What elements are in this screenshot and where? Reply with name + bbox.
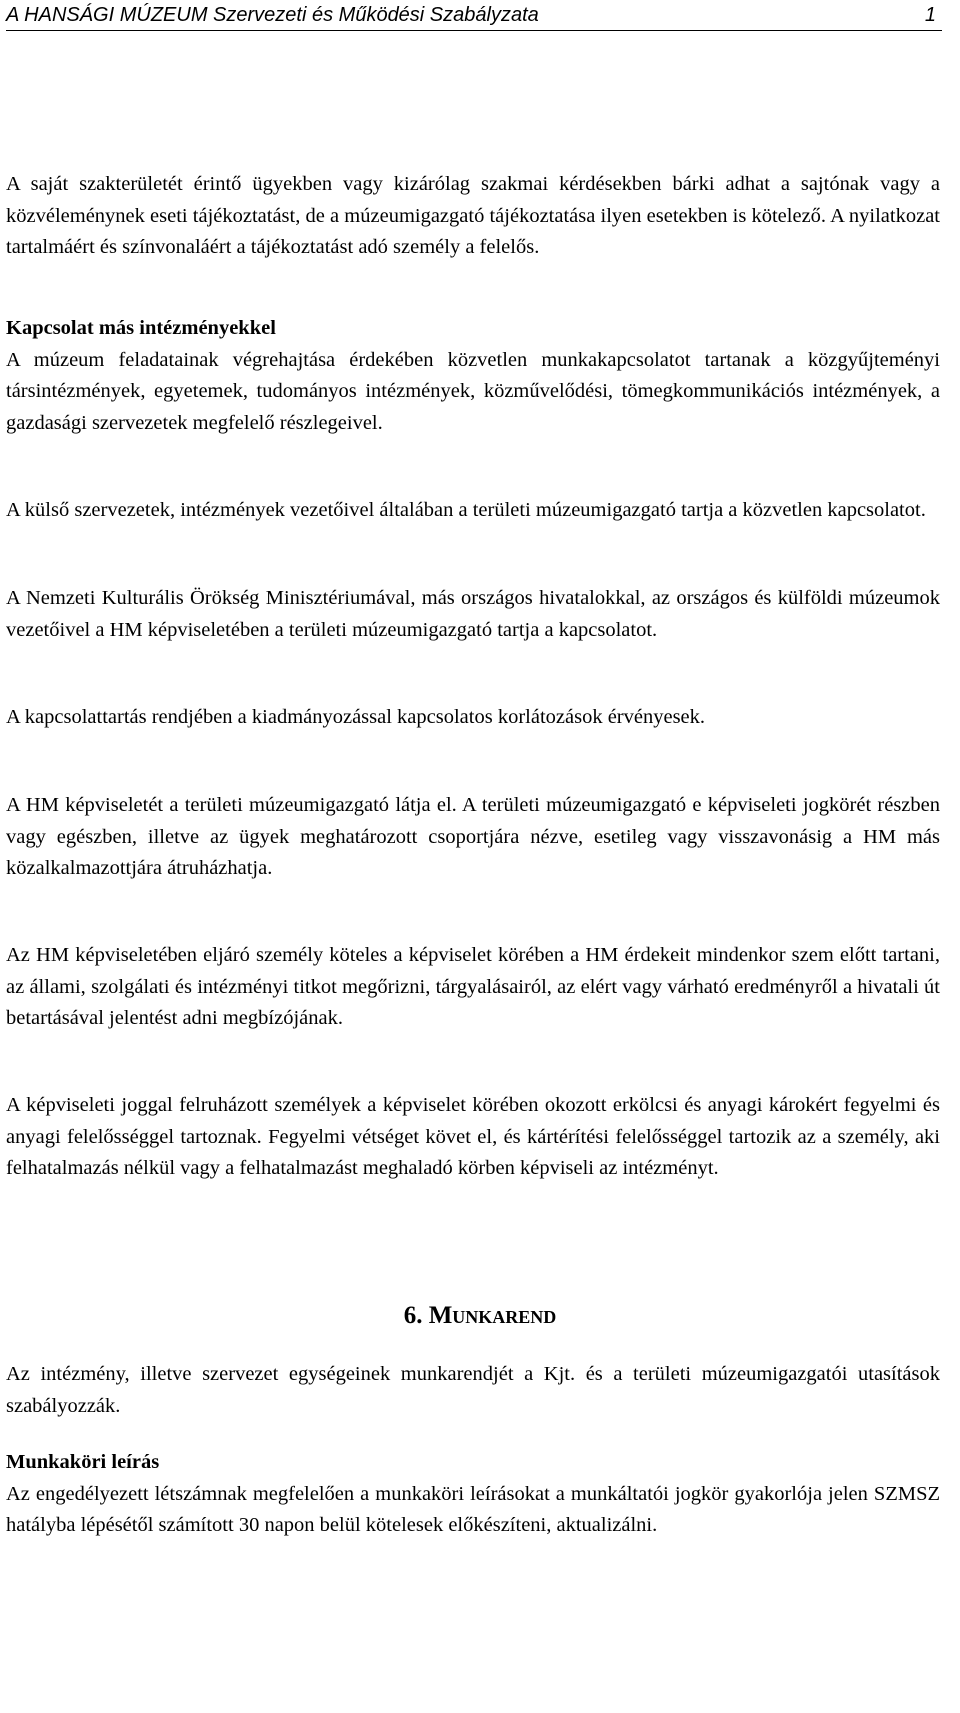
section-heading-kapcsolat: Kapcsolat más intézményekkel (6, 317, 276, 339)
paragraph: Az intézmény, illetve szervezet egységeinek munkarendjét a Kjt. és a területi múzeumigazgatói utasítások szabályozzák. (6, 1363, 940, 1417)
chapter-title: Munkarend (428, 1302, 557, 1329)
running-header (6, 0, 942, 31)
section-kapcsolat (6, 313, 940, 439)
section-munkakori (6, 1447, 940, 1542)
paragraph: Az HM képviseletében eljáró személy köteles a képviselet körében a HM érdekeit mindenkor szem előtt tartani, az állami, szolgálati és intézményi titkot megőrizni, tárgyalásairól, az elért vagy várható eredményről a hivatali út betartásával jelentést adni megbízójának. (6, 944, 940, 1029)
chapter-heading (0, 1300, 960, 1332)
paragraph-block (6, 940, 940, 1035)
paragraph: A kapcsolattartás rendjében a kiadmányozással kapcsolatos korlátozások érvényesek. (6, 706, 706, 728)
intro-block (6, 169, 940, 264)
paragraph-block (6, 495, 940, 527)
paragraph: A Nemzeti Kulturális Örökség Minisztériumával, más országos hivatalokkal, az országos és külföldi múzeumok vezetőivel a HM képviseletében a területi múzeumigazgató tartja a kapcsolatot. (6, 587, 940, 641)
paragraph: A múzeum feladatainak végrehajtása érdekében közvetlen munkakapcsolatot tartanak a közgyűjteményi társintézmények, egyetemek, tudományos intézmények, közművelődési, tömegkommunikációs intézmények, a gazdasági szervezetek megfelelő részlegeivel. (6, 348, 940, 434)
paragraph: Az engedélyezett létszámnak megfelelően a munkaköri leírásokat a munkáltatói jogkör gyakorlója jelen SZMSZ hatályba lépésétől számított 30 napon belül kötelesek előkészíteni, aktualizálni. (6, 1482, 940, 1536)
paragraph-block (6, 1090, 940, 1185)
page-number: 1 (924, 4, 936, 26)
paragraph-block (6, 702, 940, 734)
paragraph-block (6, 790, 940, 885)
header-title: A HANSÁGI MÚZEUM Szervezeti és Működési Szabályzata (6, 4, 539, 26)
paragraph: A képviseleti joggal felruházott személyek a képviselet körében okozott erkölcsi és anyagi károkért fegyelmi és anyagi felelősséggel tartoznak. Fegyelmi vétséget követ el, és kártérítési felelősséggel tartozik az a személy, aki felhatalmazás nélkül vagy a felhatalmazást meghaladó körben képviseli az intézményt. (6, 1094, 940, 1179)
paragraph: A HM képviseletét a területi múzeumigazgató látja el. A területi múzeumigazgató e képviseleti jogkörét részben vagy egészben, illetve az ügyek meghatározott csoportjára nézve, esetileg vagy visszavonásig a HM más közalkalmazottjára átruházhatja. (6, 794, 940, 879)
chapter-number: 6. (403, 1302, 423, 1329)
paragraph: A külső szervezetek, intézmények vezetőivel általában a területi múzeumigazgató tartja a közvetlen kapcsolatot. (6, 499, 926, 521)
intro-paragraph: A saját szakterületét érintő ügyekben vagy kizárólag szakmai kérdésekben bárki adhat a sajtónak vagy a közvéleménynek eseti tájékoztatást, de a múzeumigazgató tájékoztatása ilyen esetekben is kötelező. A nyilatkozat tartalmáért és színvonaláért a tájékoztatást adó személy a felelős. (6, 173, 940, 258)
munkarend-block (6, 1359, 940, 1422)
section-heading-munkakori: Munkaköri leírás (6, 1451, 160, 1473)
paragraph-block (6, 583, 940, 646)
